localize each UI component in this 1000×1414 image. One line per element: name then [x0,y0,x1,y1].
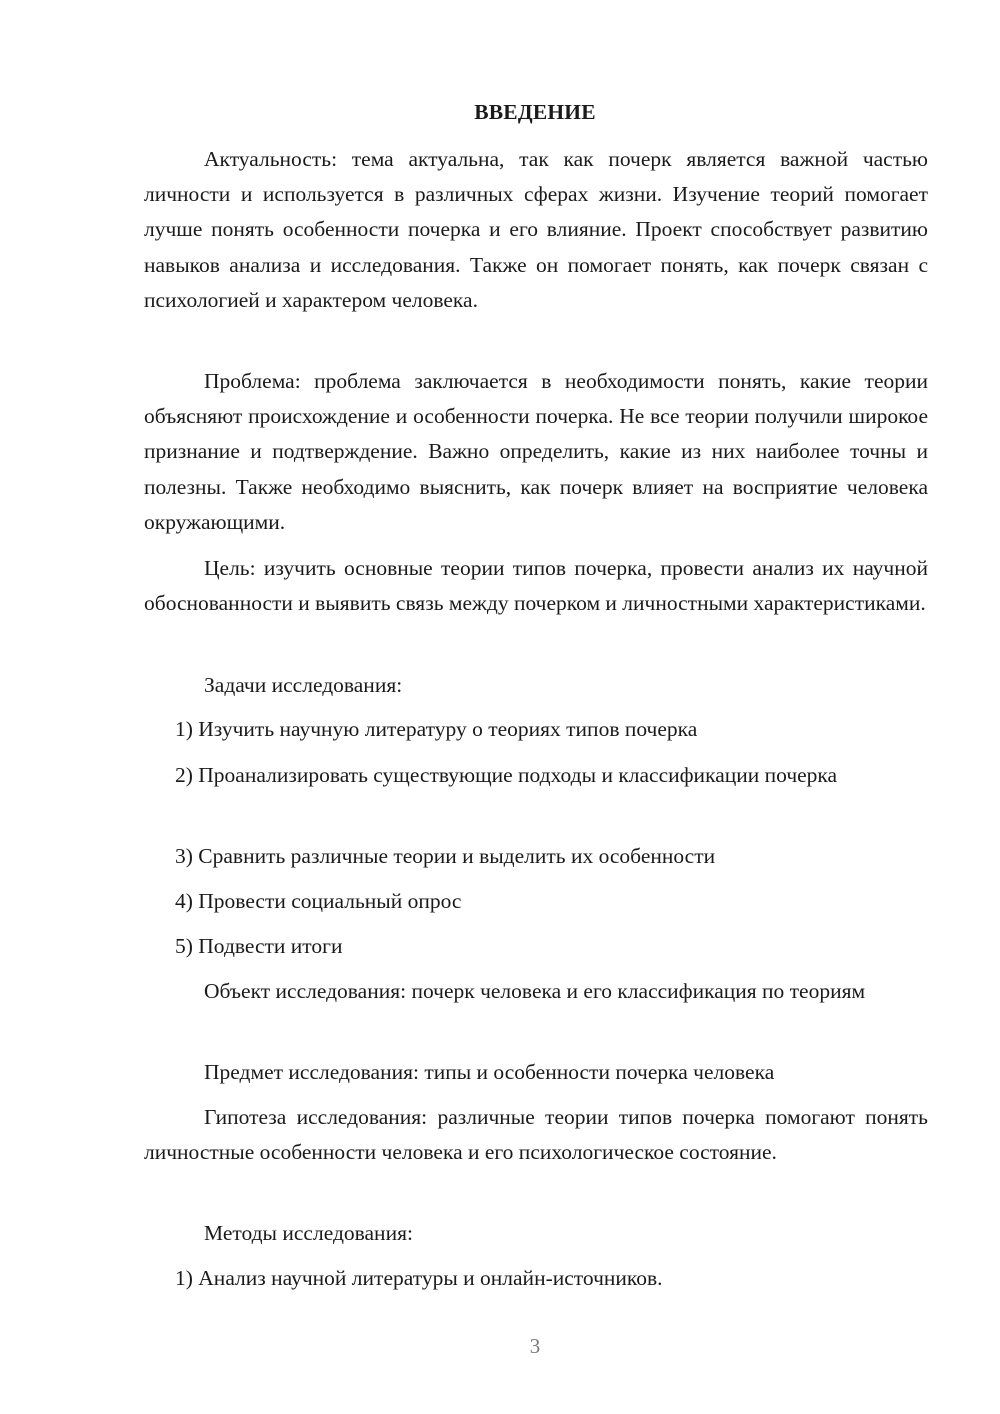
paragraph-problem: Проблема: проблема заключается в необходимости понять, какие теории объясняют происхождение и особенности почерка. Не все теории получили широкое признание и подтверждение. Важно определить, какие из них наиболее точны и полезны. Также необходимо выяснить, как почерк влияет на восприятие человека окружающими. [144,369,928,534]
section-heading: ВВЕДЕНИЕ [474,100,596,124]
tasks-heading: Задачи исследования: [204,673,403,697]
paragraph-hypothesis: Гипотеза исследования: различные теории типов почерка помогают понять личностные особенности человека и его психологическое состояние. [144,1105,928,1165]
paragraph-object: Объект исследования: почерк человека и его классификация по теориям [204,979,866,1003]
task-item-1: 1) Изучить научную литературу о теориях типов почерка [175,717,698,741]
task-item-2: 2) Проанализировать существующие подходы и классификации почерка [175,763,838,787]
method-item-1: 1) Анализ научной литературы и онлайн-источников. [175,1266,663,1290]
paragraph-subject: Предмет исследования: типы и особенности почерка человека [204,1060,775,1084]
page-number: 3 [529,1334,541,1358]
task-item-5: 5) Подвести итоги [175,934,343,958]
task-item-3: 3) Сравнить различные теории и выделить их особенности [175,844,716,868]
task-item-4: 4) Провести социальный опрос [175,889,462,913]
paragraph-relevance: Актуальность: тема актуальна, так как почерк является важной частью личности и используется в различных сферах жизни. Изучение теорий помогает лучше понять особенности почерка и его влияние. Проект способствует развитию навыков анализа и исследования. Также он помогает понять, как почерк связан с психологией и характером человека. [144,147,928,312]
paragraph-goal: Цель: изучить основные теории типов почерка, провести анализ их научной обоснованности и выявить связь между почерком и личностными характеристиками. [144,556,928,616]
methods-heading: Методы исследования: [204,1221,413,1245]
